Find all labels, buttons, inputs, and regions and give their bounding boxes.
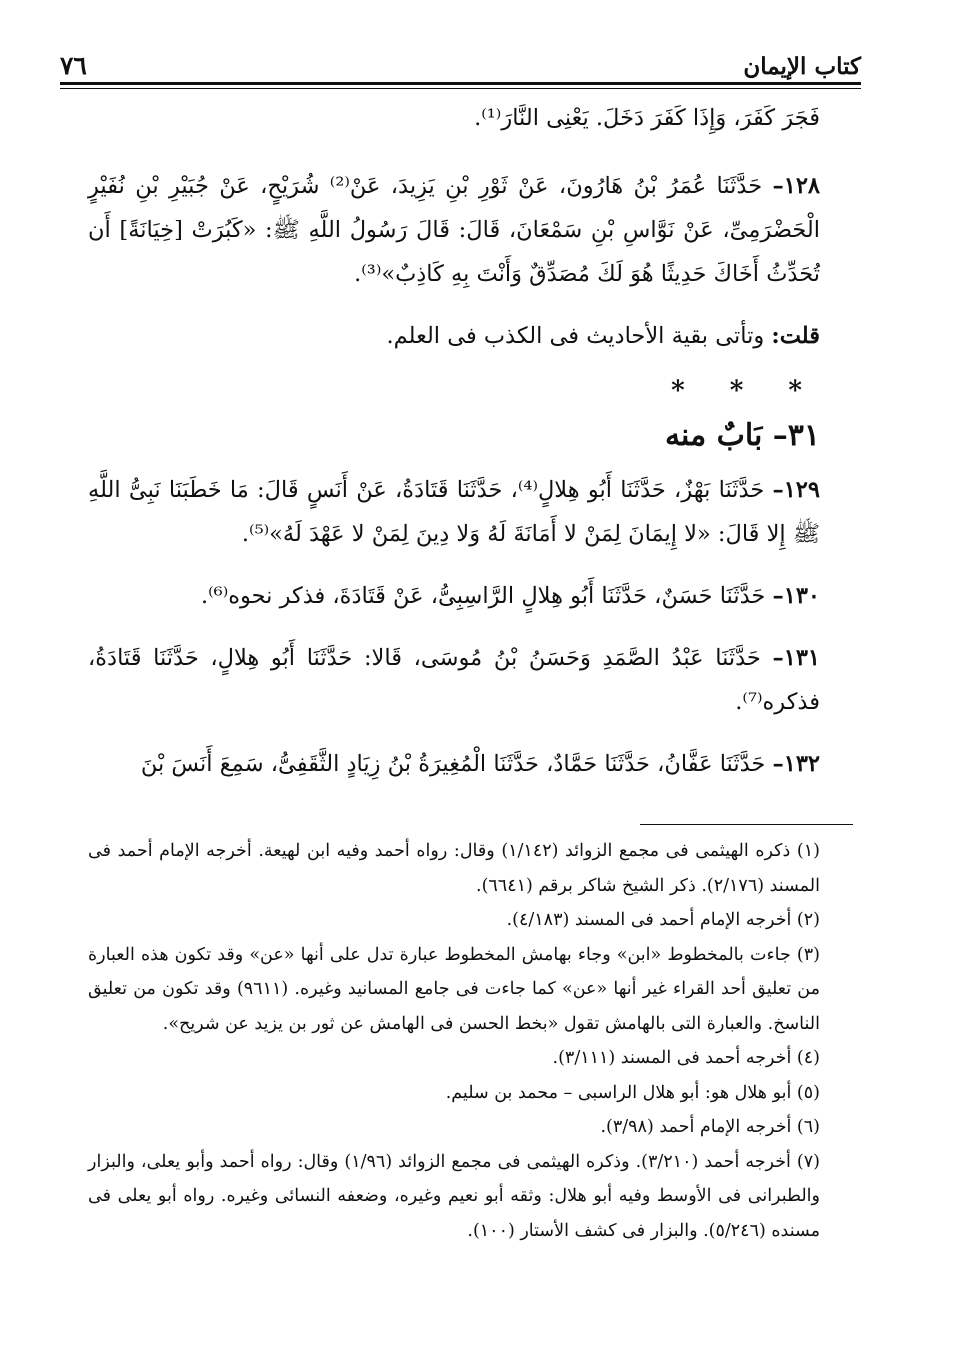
hadith-129 — [88, 468, 820, 556]
qult-text: وتأتى بقية الأحاديث فى الكذب فى العلم. — [386, 323, 765, 349]
footnote-3: (٣) جاءت بالمخطوط «ابن» وجاء بهامش المخطوط عبارة تدل على أنها «عن» وقد تكون هذه العبارة من تعليق أحد القراء غير أنها «عن» كما جاءت فى جامع المسانيد وغيره. (٩٦١١) وقد تكون من تعليق الناسخ. والعبارة التى بالهامش تقول «بخط الحسن فى الهامش عن ثور بن يزيد عن شريح». — [88, 944, 820, 1034]
hadith-text: حَدَّثَنَا بَهْزٌ، حَدَّثَنَا أَبُو هِلالٍ⁽⁴⁾، حَدَّثَنَا قَتَادَةُ، عَنْ أَنَسٍ قَالَ: مَا خَطَبَنَا نَبِىُّ اللَّهِ ﷺ إِلا قَالَ: «لا إِيمَانَ لِمَنْ لا أَمَانَةَ لَهُ وَلا دِينَ لِمَنْ لا عَهْدَ لَهُ»⁽⁵⁾. — [88, 477, 820, 547]
page-header — [60, 40, 861, 80]
main-text — [88, 96, 820, 804]
hadith-number: ١٢٨– — [772, 173, 820, 199]
footnote-2: (٢) أخرجه الإمام أحمد فى المسند (٤/١٨٣). — [506, 910, 820, 930]
footnote-6: (٦) أخرجه الإمام أحمد (٣/٩٨). — [600, 1117, 820, 1137]
hadith-number: ١٣٠– — [772, 583, 820, 609]
hadith-131 — [88, 636, 820, 724]
footnotes — [88, 834, 820, 1248]
hadith-number: ١٣٢– — [772, 751, 820, 777]
footnote-7: (٧) أخرجه أحمد (٣/٢١٠). وذكره الهيثمى فى مجمع الزوائد (١/٩٦) وقال: رواه أحمد وأبو يعلى، والبزار والطبرانى فى الأوسط وفيه أبو هلال: وثقه أبو نعيم وغيره، وضعفه النسائى وغيره. رواه أبو يعلى فى مسنده (٥/٢٤٦). والبزار فى كشف الأستار (١٠٠). — [88, 1151, 820, 1241]
hadith-number: ١٢٩– — [772, 477, 820, 503]
hadith-132 — [88, 742, 820, 786]
qult-note — [88, 314, 820, 358]
running-title: كتاب الإيمان — [743, 53, 861, 80]
footnote-1: (١) ذكره الهيثمى فى مجمع الزوائد (١/١٤٢) وقال: رواه أحمد وفيه ابن لهيعة. أخرجه الإمام أحمد فى المسند (٢/١٧٦). ذكر الشيخ شاكر برقم (٦٦٤١). — [88, 841, 820, 896]
page-number: ٧٦ — [60, 51, 87, 80]
footnote-4: (٤) أخرجه أحمد فى المسند (٣/١١١). — [552, 1048, 820, 1068]
hadith-text: حَدَّثَنَا عَفَّانُ، حَدَّثَنَا حَمَّادٌ، حَدَّثَنَا الْمُغِيرَةُ بْنُ زِيَادٍ الثَّقَفِىُّ، سَمِعَ أَنَسَ بْنَ — [140, 751, 766, 777]
hadith-128 — [88, 164, 820, 296]
header-rule — [60, 82, 861, 89]
hadith-number: ١٣١– — [772, 645, 821, 671]
continued-text: فَجَرَ كَفَرَ، وَإِذَا كَفَرَ دَخَلَ. يَعْنِى النَّارَ⁽¹⁾. — [474, 105, 820, 131]
section-separator: * * * — [671, 376, 820, 406]
hadith-130 — [88, 574, 820, 618]
qult-label: قلت: — [771, 323, 820, 349]
hadith-text: حَدَّثَنَا عُمَرُ بْنُ هَارُونَ، عَنْ ثَوْرِ بْنِ يَزِيدَ، عَنْ⁽²⁾ شُرَيْحٍ، عَنْ جُبَيْرِ بْنِ نُفَيْرٍ الْحَضْرَمِىِّ، عَنْ نَوَّاسِ بْنِ سَمْعَانَ، قَالَ: قَالَ رَسُولُ اللَّهِ ﷺ: «كَبُرَتْ [خِيَانَةً] أَن تُحَدِّثُ أَخَاكَ حَدِيثًا هُوَ لَكَ مُصَدِّقٌ وَأَنْتَ بِهِ كَاذِبٌ»⁽³⁾. — [88, 173, 820, 287]
hadith-text: حَدَّثَنَا عَبْدُ الصَّمَدِ وَحَسَنُ بْنُ مُوسَى، قَالا: حَدَّثَنَا أَبُو هِلالٍ، حَدَّثَنَا قَتَادَةُ، فذكره⁽⁷⁾. — [88, 645, 820, 715]
chapter-title: ٣١– بَابٌ منه — [664, 418, 820, 453]
footnote-5: (٥) أبو هلال هو: أبو هلال الراسبى – محمد بن سليم. — [445, 1082, 820, 1103]
hadith-text: حَدَّثَنَا حَسَنٌ، حَدَّثَنَا أَبُو هِلالٍ الرَّاسِبِىُّ، عَنْ قَتَادَةَ، فذكر نحوه⁽⁶⁾. — [200, 583, 766, 609]
footnote-rule — [640, 824, 853, 825]
